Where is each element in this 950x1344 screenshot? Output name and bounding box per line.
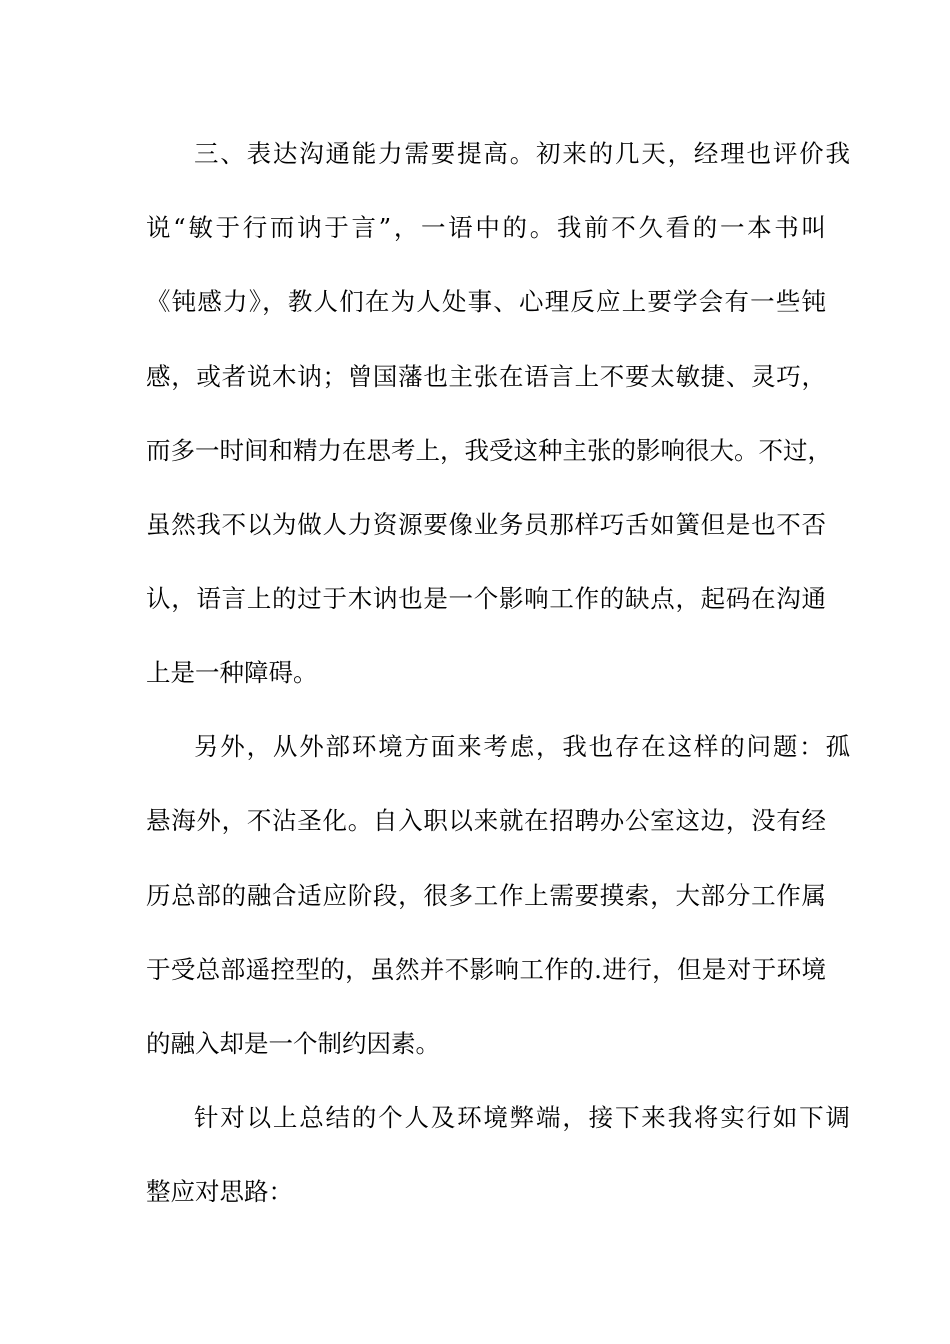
paragraph-1-line-5: 而多一时间和精力在思考上，我受这种主张的影响很大。不过，: [146, 436, 832, 465]
paragraph-1-line-6: 虽然我不以为做人力资源要像业务员那样巧舌如簧但是也不否: [146, 510, 826, 539]
paragraph-2-line-3: 历总部的融合适应阶段，很多工作上需要摸索，大部分工作属: [146, 881, 826, 910]
paragraph-2-line-4: 于受总部遥控型的，虽然并不影响工作的.进行，但是对于环境: [146, 955, 826, 984]
paragraph-1-line-3: 《钝感力》，教人们在为人处事、心理反应上要学会有一些钝: [146, 287, 826, 316]
paragraph-2-line-1: 另外，从外部环境方面来考虑，我也存在这样的问题：孤: [194, 732, 850, 761]
paragraph-1-line-2: 说“敏于行而讷于言”，一语中的。我前不久看的一本书叫: [146, 213, 826, 242]
paragraph-1-line-8: 上是一种障碍。: [146, 658, 318, 687]
paragraph-3-line-1: 针对以上总结的个人及环境弊端，接下来我将实行如下调: [194, 1103, 850, 1132]
paragraph-1-line-4: 感，或者说木讷；曾国藩也主张在语言上不要太敏捷、灵巧，: [146, 362, 826, 391]
paragraph-2-line-5: 的融入却是一个制约因素。: [146, 1029, 440, 1058]
paragraph-1-line-7: 认，语言上的过于木讷也是一个影响工作的缺点，起码在沟通: [146, 584, 826, 613]
paragraph-3-line-2: 整应对思路：: [146, 1177, 293, 1206]
paragraph-2-line-2: 悬海外，不沾圣化。自入职以来就在招聘办公室这边，没有经: [146, 806, 826, 835]
paragraph-1-line-1: 三、表达沟通能力需要提高。初来的几天，经理也评价我: [194, 139, 850, 168]
